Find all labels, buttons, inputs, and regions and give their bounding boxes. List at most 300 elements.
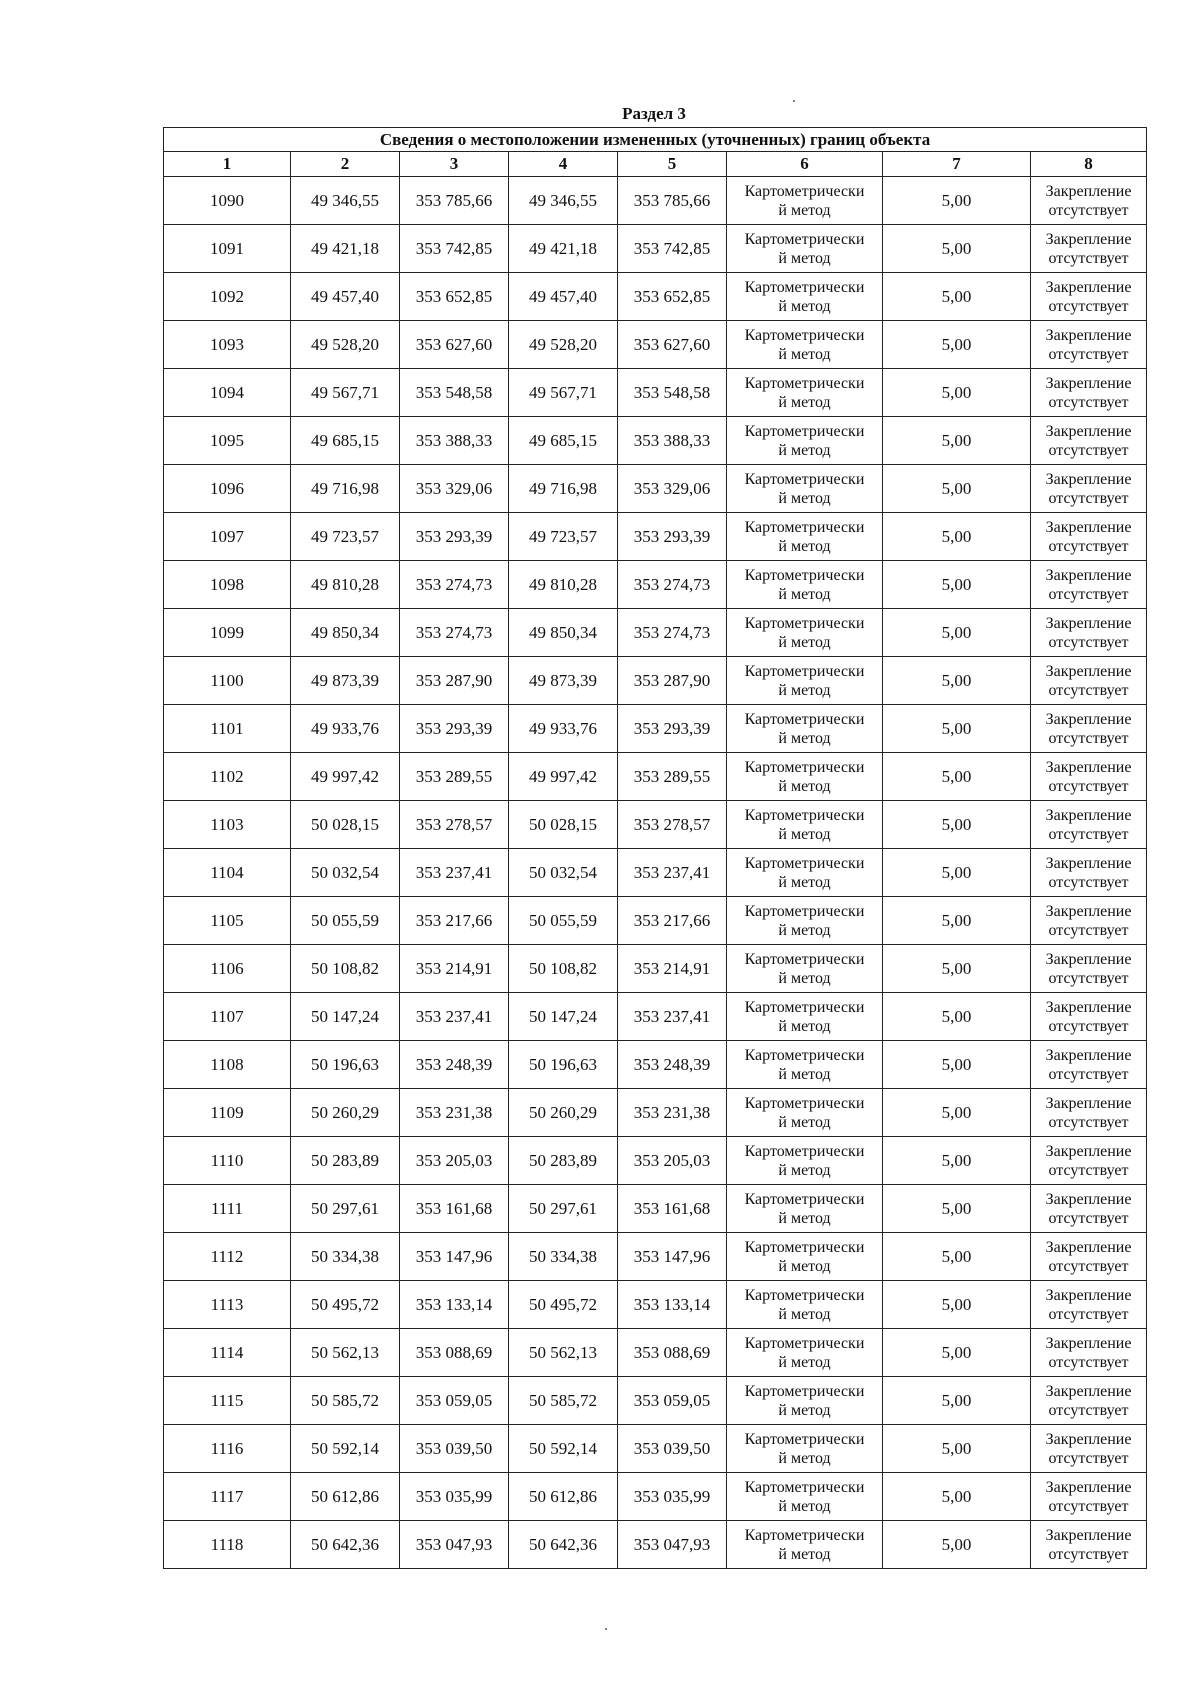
existing-x: 50 028,15 (291, 801, 400, 849)
table-row (164, 369, 1147, 417)
refined-x: 50 032,54 (509, 849, 618, 897)
existing-y: 353 248,39 (400, 1041, 509, 1089)
point-fixing-line2: отсутствует (1048, 921, 1129, 939)
determination-method (727, 849, 883, 897)
determination-method-line1: Картометрически (744, 1286, 865, 1304)
point-fixing-line2: отсутствует (1048, 777, 1129, 795)
determination-method (727, 1089, 883, 1137)
table-row (164, 561, 1147, 609)
point-number: 1102 (164, 753, 291, 801)
existing-y: 353 133,14 (400, 1281, 509, 1329)
point-fixing-line2: отсутствует (1048, 489, 1129, 507)
determination-method-line2: й метод (778, 1497, 831, 1515)
determination-method (727, 465, 883, 513)
point-fixing-line1: Закрепление (1045, 1286, 1132, 1304)
table-row (164, 753, 1147, 801)
refined-y: 353 293,39 (618, 513, 727, 561)
column-number: 5 (618, 152, 727, 177)
table-row (164, 657, 1147, 705)
precision: 5,00 (883, 1089, 1031, 1137)
existing-x: 50 147,24 (291, 993, 400, 1041)
determination-method-line2: й метод (778, 489, 831, 507)
precision: 5,00 (883, 465, 1031, 513)
existing-y: 353 217,66 (400, 897, 509, 945)
determination-method (727, 417, 883, 465)
point-fixing (1031, 705, 1147, 753)
existing-x: 49 685,15 (291, 417, 400, 465)
determination-method-line2: й метод (778, 729, 831, 747)
determination-method-line1: Картометрически (744, 1430, 865, 1448)
point-fixing-line1: Закрепление (1045, 1190, 1132, 1208)
table-row (164, 1137, 1147, 1185)
refined-x: 50 495,72 (509, 1281, 618, 1329)
point-number: 1116 (164, 1425, 291, 1473)
determination-method-line1: Картометрически (744, 1334, 865, 1352)
precision: 5,00 (883, 273, 1031, 321)
determination-method (727, 897, 883, 945)
existing-y: 353 742,85 (400, 225, 509, 273)
point-fixing-line2: отсутствует (1048, 1305, 1129, 1323)
precision: 5,00 (883, 1185, 1031, 1233)
existing-x: 50 612,86 (291, 1473, 400, 1521)
point-fixing-line2: отсутствует (1048, 729, 1129, 747)
determination-method-line1: Картометрически (744, 1046, 865, 1064)
refined-y: 353 237,41 (618, 993, 727, 1041)
point-fixing-line2: отсутствует (1048, 1401, 1129, 1419)
column-number: 6 (727, 152, 883, 177)
refined-y: 353 388,33 (618, 417, 727, 465)
table-row (164, 465, 1147, 513)
determination-method-line2: й метод (778, 1353, 831, 1371)
determination-method-line1: Картометрически (744, 950, 865, 968)
refined-y: 353 059,05 (618, 1377, 727, 1425)
point-number: 1107 (164, 993, 291, 1041)
existing-x: 49 421,18 (291, 225, 400, 273)
determination-method-line1: Картометрически (744, 1094, 865, 1112)
point-number: 1111 (164, 1185, 291, 1233)
determination-method (727, 561, 883, 609)
existing-x: 50 260,29 (291, 1089, 400, 1137)
determination-method-line2: й метод (778, 777, 831, 795)
determination-method-line1: Картометрически (744, 758, 865, 776)
determination-method (727, 1041, 883, 1089)
table-row (164, 321, 1147, 369)
refined-x: 50 297,61 (509, 1185, 618, 1233)
point-fixing-line1: Закрепление (1045, 998, 1132, 1016)
determination-method-line2: й метод (778, 1065, 831, 1083)
refined-x: 49 421,18 (509, 225, 618, 273)
precision: 5,00 (883, 657, 1031, 705)
refined-x: 50 642,36 (509, 1521, 618, 1569)
determination-method-line2: й метод (778, 1257, 831, 1275)
point-fixing (1031, 321, 1147, 369)
point-fixing-line1: Закрепление (1045, 182, 1132, 200)
determination-method-line1: Картометрически (744, 518, 865, 536)
refined-x: 50 334,38 (509, 1233, 618, 1281)
refined-x: 50 196,63 (509, 1041, 618, 1089)
existing-y: 353 274,73 (400, 609, 509, 657)
point-fixing (1031, 609, 1147, 657)
point-number: 1108 (164, 1041, 291, 1089)
point-fixing-line1: Закрепление (1045, 1430, 1132, 1448)
point-number: 1113 (164, 1281, 291, 1329)
point-fixing-line2: отсутствует (1048, 1497, 1129, 1515)
refined-x: 49 567,71 (509, 369, 618, 417)
existing-x: 50 592,14 (291, 1425, 400, 1473)
existing-x: 49 716,98 (291, 465, 400, 513)
point-number: 1101 (164, 705, 291, 753)
determination-method-line1: Картометрически (744, 1478, 865, 1496)
determination-method-line1: Картометрически (744, 662, 865, 680)
refined-x: 50 592,14 (509, 1425, 618, 1473)
refined-y: 353 652,85 (618, 273, 727, 321)
existing-y: 353 278,57 (400, 801, 509, 849)
refined-x: 49 528,20 (509, 321, 618, 369)
existing-y: 353 147,96 (400, 1233, 509, 1281)
point-number: 1114 (164, 1329, 291, 1377)
precision: 5,00 (883, 417, 1031, 465)
scan-speck (605, 1628, 607, 1630)
determination-method-line1: Картометрически (744, 422, 865, 440)
determination-method (727, 753, 883, 801)
refined-x: 49 716,98 (509, 465, 618, 513)
point-fixing (1031, 897, 1147, 945)
determination-method-line1: Картометрически (744, 806, 865, 824)
existing-y: 353 059,05 (400, 1377, 509, 1425)
precision: 5,00 (883, 993, 1031, 1041)
point-fixing-line2: отсутствует (1048, 1449, 1129, 1467)
existing-x: 50 334,38 (291, 1233, 400, 1281)
precision: 5,00 (883, 1137, 1031, 1185)
existing-x: 50 032,54 (291, 849, 400, 897)
existing-x: 50 562,13 (291, 1329, 400, 1377)
precision: 5,00 (883, 801, 1031, 849)
precision: 5,00 (883, 945, 1031, 993)
point-number: 1103 (164, 801, 291, 849)
point-number: 1092 (164, 273, 291, 321)
refined-y: 353 742,85 (618, 225, 727, 273)
point-fixing (1031, 225, 1147, 273)
existing-y: 353 205,03 (400, 1137, 509, 1185)
existing-y: 353 785,66 (400, 177, 509, 225)
precision: 5,00 (883, 849, 1031, 897)
point-fixing (1031, 561, 1147, 609)
point-fixing-line2: отсутствует (1048, 1353, 1129, 1371)
precision: 5,00 (883, 1377, 1031, 1425)
existing-x: 49 346,55 (291, 177, 400, 225)
point-fixing (1031, 465, 1147, 513)
point-fixing (1031, 417, 1147, 465)
point-fixing-line1: Закрепление (1045, 1238, 1132, 1256)
precision: 5,00 (883, 609, 1031, 657)
point-fixing (1031, 753, 1147, 801)
determination-method-line1: Картометрически (744, 1142, 865, 1160)
existing-y: 353 035,99 (400, 1473, 509, 1521)
point-fixing (1031, 369, 1147, 417)
existing-y: 353 548,58 (400, 369, 509, 417)
determination-method-line1: Картометрически (744, 326, 865, 344)
point-fixing-line2: отсутствует (1048, 1017, 1129, 1035)
table-row (164, 1185, 1147, 1233)
precision: 5,00 (883, 561, 1031, 609)
table-row (164, 417, 1147, 465)
precision: 5,00 (883, 1233, 1031, 1281)
determination-method-line1: Картометрически (744, 230, 865, 248)
point-number: 1091 (164, 225, 291, 273)
determination-method-line2: й метод (778, 1209, 831, 1227)
point-fixing-line1: Закрепление (1045, 950, 1132, 968)
point-number: 1118 (164, 1521, 291, 1569)
point-fixing-line1: Закрепление (1045, 1334, 1132, 1352)
existing-x: 50 297,61 (291, 1185, 400, 1233)
table-row (164, 177, 1147, 225)
refined-y: 353 785,66 (618, 177, 727, 225)
point-fixing-line1: Закрепление (1045, 470, 1132, 488)
determination-method-line1: Картометрически (744, 374, 865, 392)
point-fixing-line1: Закрепление (1045, 854, 1132, 872)
point-fixing-line1: Закрепление (1045, 1478, 1132, 1496)
column-number-row (164, 152, 1147, 177)
point-fixing-line1: Закрепление (1045, 518, 1132, 536)
table-row (164, 1377, 1147, 1425)
refined-y: 353 274,73 (618, 561, 727, 609)
determination-method-line2: й метод (778, 1113, 831, 1131)
point-fixing (1031, 849, 1147, 897)
determination-method (727, 609, 883, 657)
point-number: 1098 (164, 561, 291, 609)
point-fixing-line2: отсутствует (1048, 249, 1129, 267)
determination-method (727, 177, 883, 225)
table-row (164, 801, 1147, 849)
precision: 5,00 (883, 321, 1031, 369)
existing-x: 50 055,59 (291, 897, 400, 945)
point-fixing (1031, 1233, 1147, 1281)
point-fixing-line2: отсутствует (1048, 681, 1129, 699)
existing-y: 353 293,39 (400, 705, 509, 753)
existing-x: 49 873,39 (291, 657, 400, 705)
table-row (164, 705, 1147, 753)
precision: 5,00 (883, 1473, 1031, 1521)
existing-x: 49 810,28 (291, 561, 400, 609)
point-fixing (1031, 1041, 1147, 1089)
point-fixing-line1: Закрепление (1045, 806, 1132, 824)
determination-method-line2: й метод (778, 633, 831, 651)
determination-method-line1: Картометрически (744, 1526, 865, 1544)
determination-method-line2: й метод (778, 1449, 831, 1467)
existing-y: 353 289,55 (400, 753, 509, 801)
table-row (164, 897, 1147, 945)
determination-method-line2: й метод (778, 1161, 831, 1179)
existing-y: 353 237,41 (400, 993, 509, 1041)
point-fixing-line2: отсутствует (1048, 825, 1129, 843)
column-number: 2 (291, 152, 400, 177)
determination-method-line2: й метод (778, 1545, 831, 1563)
table-row (164, 609, 1147, 657)
table-row (164, 1425, 1147, 1473)
existing-y: 353 047,93 (400, 1521, 509, 1569)
precision: 5,00 (883, 225, 1031, 273)
refined-y: 353 214,91 (618, 945, 727, 993)
refined-y: 353 278,57 (618, 801, 727, 849)
refined-y: 353 217,66 (618, 897, 727, 945)
point-fixing-line2: отсутствует (1048, 585, 1129, 603)
point-fixing-line2: отсутствует (1048, 537, 1129, 555)
boundary-coordinates-table (163, 127, 1147, 1569)
point-fixing-line2: отсутствует (1048, 297, 1129, 315)
determination-method (727, 657, 883, 705)
precision: 5,00 (883, 513, 1031, 561)
refined-x: 49 850,34 (509, 609, 618, 657)
refined-y: 353 548,58 (618, 369, 727, 417)
determination-method-line2: й метод (778, 393, 831, 411)
point-number: 1099 (164, 609, 291, 657)
point-number: 1112 (164, 1233, 291, 1281)
determination-method-line2: й метод (778, 297, 831, 315)
existing-y: 353 329,06 (400, 465, 509, 513)
point-fixing (1031, 273, 1147, 321)
refined-x: 50 147,24 (509, 993, 618, 1041)
refined-x: 49 997,42 (509, 753, 618, 801)
determination-method-line2: й метод (778, 825, 831, 843)
determination-method (727, 945, 883, 993)
existing-y: 353 652,85 (400, 273, 509, 321)
determination-method-line2: й метод (778, 537, 831, 555)
point-fixing-line1: Закрепление (1045, 1526, 1132, 1544)
determination-method-line2: й метод (778, 1401, 831, 1419)
table-row (164, 849, 1147, 897)
existing-x: 50 108,82 (291, 945, 400, 993)
point-fixing-line2: отсутствует (1048, 345, 1129, 363)
precision: 5,00 (883, 1329, 1031, 1377)
precision: 5,00 (883, 369, 1031, 417)
refined-y: 353 329,06 (618, 465, 727, 513)
refined-y: 353 287,90 (618, 657, 727, 705)
point-fixing (1031, 1329, 1147, 1377)
existing-y: 353 237,41 (400, 849, 509, 897)
point-fixing-line1: Закрепление (1045, 1046, 1132, 1064)
determination-method (727, 225, 883, 273)
column-number: 1 (164, 152, 291, 177)
refined-x: 50 612,86 (509, 1473, 618, 1521)
determination-method-line1: Картометрически (744, 1190, 865, 1208)
point-number: 1090 (164, 177, 291, 225)
table-row (164, 1281, 1147, 1329)
point-fixing-line2: отсутствует (1048, 873, 1129, 891)
point-fixing (1031, 513, 1147, 561)
determination-method (727, 1137, 883, 1185)
precision: 5,00 (883, 897, 1031, 945)
determination-method-line1: Картометрически (744, 854, 865, 872)
precision: 5,00 (883, 177, 1031, 225)
determination-method-line1: Картометрически (744, 998, 865, 1016)
point-number: 1115 (164, 1377, 291, 1425)
table-caption: Сведения о местоположении измененных (уточненных) границ объекта (164, 128, 1147, 152)
table-row (164, 1329, 1147, 1377)
point-number: 1097 (164, 513, 291, 561)
table-row (164, 1521, 1147, 1569)
point-fixing-line1: Закрепление (1045, 422, 1132, 440)
point-fixing-line1: Закрепление (1045, 1094, 1132, 1112)
determination-method-line1: Картометрически (744, 710, 865, 728)
determination-method-line2: й метод (778, 345, 831, 363)
point-fixing-line2: отсутствует (1048, 1065, 1129, 1083)
existing-x: 50 283,89 (291, 1137, 400, 1185)
determination-method-line1: Картометрически (744, 614, 865, 632)
existing-x: 50 642,36 (291, 1521, 400, 1569)
existing-y: 353 274,73 (400, 561, 509, 609)
refined-x: 50 028,15 (509, 801, 618, 849)
precision: 5,00 (883, 1425, 1031, 1473)
point-fixing-line1: Закрепление (1045, 662, 1132, 680)
point-fixing-line2: отсутствует (1048, 1209, 1129, 1227)
point-number: 1095 (164, 417, 291, 465)
existing-y: 353 039,50 (400, 1425, 509, 1473)
determination-method-line2: й метод (778, 201, 831, 219)
point-fixing-line1: Закрепление (1045, 758, 1132, 776)
determination-method-line2: й метод (778, 873, 831, 891)
determination-method-line1: Картометрически (744, 278, 865, 296)
existing-y: 353 214,91 (400, 945, 509, 993)
refined-x: 50 108,82 (509, 945, 618, 993)
point-fixing (1031, 1377, 1147, 1425)
refined-y: 353 627,60 (618, 321, 727, 369)
point-fixing-line2: отсутствует (1048, 201, 1129, 219)
refined-x: 50 055,59 (509, 897, 618, 945)
point-fixing-line2: отсутствует (1048, 633, 1129, 651)
point-fixing-line2: отсутствует (1048, 393, 1129, 411)
point-fixing-line1: Закрепление (1045, 614, 1132, 632)
determination-method (727, 801, 883, 849)
refined-y: 353 035,99 (618, 1473, 727, 1521)
determination-method (727, 1233, 883, 1281)
determination-method-line2: й метод (778, 969, 831, 987)
point-number: 1104 (164, 849, 291, 897)
refined-y: 353 133,14 (618, 1281, 727, 1329)
existing-x: 49 933,76 (291, 705, 400, 753)
determination-method (727, 1521, 883, 1569)
point-fixing (1031, 1089, 1147, 1137)
existing-x: 50 196,63 (291, 1041, 400, 1089)
point-number: 1109 (164, 1089, 291, 1137)
point-fixing (1031, 801, 1147, 849)
point-fixing-line1: Закрепление (1045, 374, 1132, 392)
point-fixing-line2: отсутствует (1048, 441, 1129, 459)
refined-y: 353 231,38 (618, 1089, 727, 1137)
point-fixing (1031, 1521, 1147, 1569)
determination-method (727, 705, 883, 753)
refined-x: 49 810,28 (509, 561, 618, 609)
existing-x: 49 723,57 (291, 513, 400, 561)
determination-method-line2: й метод (778, 1017, 831, 1035)
determination-method (727, 1377, 883, 1425)
determination-method (727, 321, 883, 369)
point-fixing (1031, 1137, 1147, 1185)
precision: 5,00 (883, 1281, 1031, 1329)
table-row (164, 513, 1147, 561)
point-fixing-line1: Закрепление (1045, 1142, 1132, 1160)
point-number: 1094 (164, 369, 291, 417)
existing-y: 353 231,38 (400, 1089, 509, 1137)
point-number: 1100 (164, 657, 291, 705)
determination-method-line1: Картометрически (744, 902, 865, 920)
existing-y: 353 293,39 (400, 513, 509, 561)
existing-y: 353 287,90 (400, 657, 509, 705)
refined-x: 49 723,57 (509, 513, 618, 561)
point-fixing (1031, 1473, 1147, 1521)
point-fixing-line2: отсутствует (1048, 1113, 1129, 1131)
section-title: Раздел 3 (622, 104, 686, 123)
point-fixing (1031, 657, 1147, 705)
